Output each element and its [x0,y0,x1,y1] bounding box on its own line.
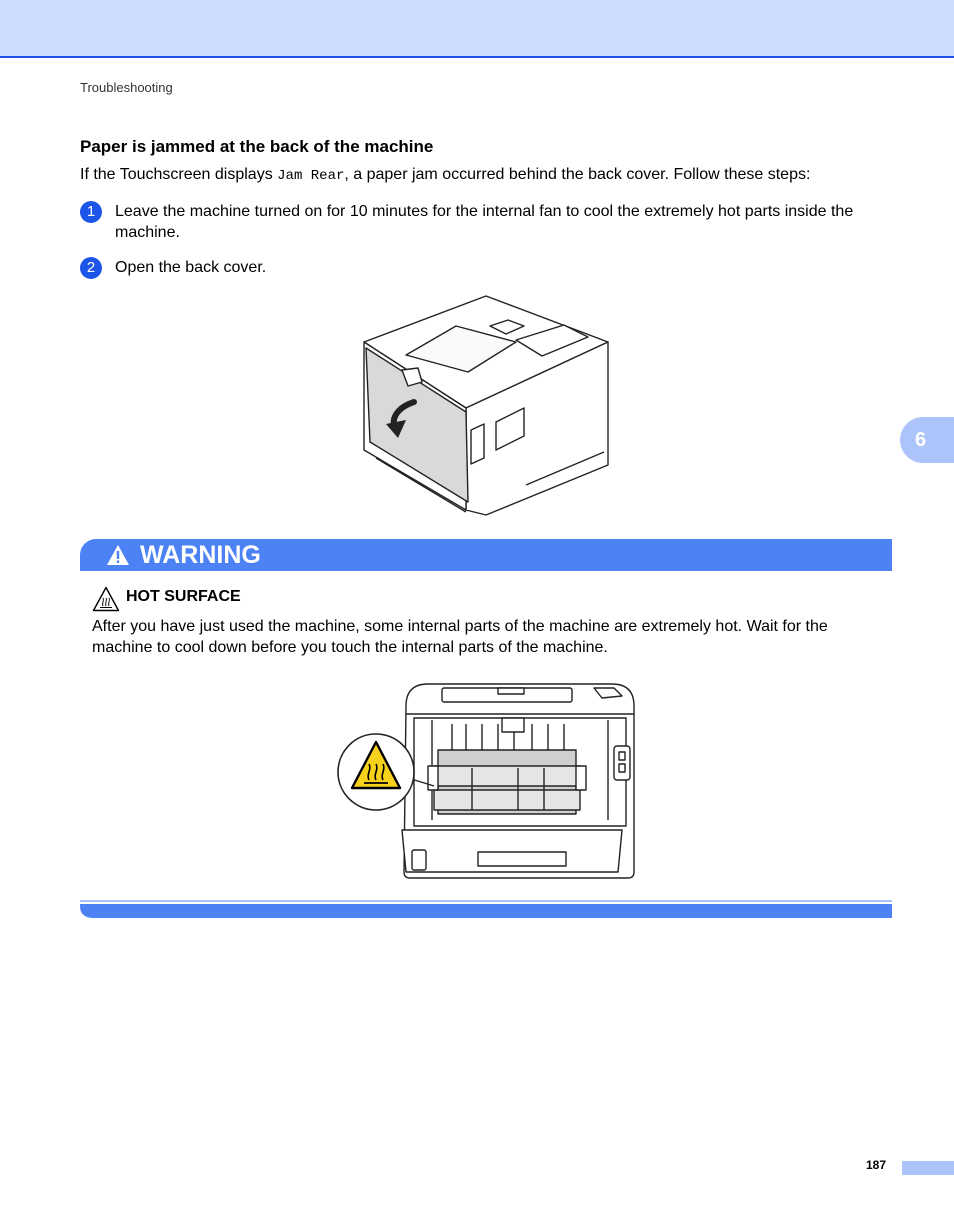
step-1 [80,201,892,245]
warning-body: After you have just used the machine, some internal parts of the machine are extremely hot. Wait for the machine to cool down before you touch the internal parts of the machine. [92,618,828,656]
intro-paragraph [80,166,810,184]
intro-text-after: , a paper jam occurred behind the back cover. Follow these steps: [344,166,811,183]
step-2 [80,257,892,279]
warning-triangle-icon [106,544,130,566]
printer-back-cover-illustration [356,290,614,520]
step-text: Open the back cover. [115,259,267,276]
warning-banner [80,539,892,571]
warning-label: WARNING [140,541,261,569]
header-band [0,0,954,58]
hot-surface-title: HOT SURFACE [126,588,241,605]
page-number: 187 [866,1158,887,1172]
page-number-tab [902,1161,954,1175]
step-number-badge: 2 [80,257,102,279]
chapter-tab: 6 [900,417,954,463]
hot-fuser-illustration [336,680,638,882]
warning-end-bar [80,900,892,918]
section-title: Paper is jammed at the back of the machine [80,137,434,156]
hot-surface-icon [92,586,120,612]
intro-text-before: If the Touchscreen displays [80,166,278,183]
running-head: Troubleshooting [80,80,173,95]
lcd-message: Jam Rear [277,168,345,184]
step-text: Leave the machine turned on for 10 minutes for the internal fan to cool the extremely hot parts inside the machine. [115,203,854,241]
step-number-badge: 1 [80,201,102,223]
